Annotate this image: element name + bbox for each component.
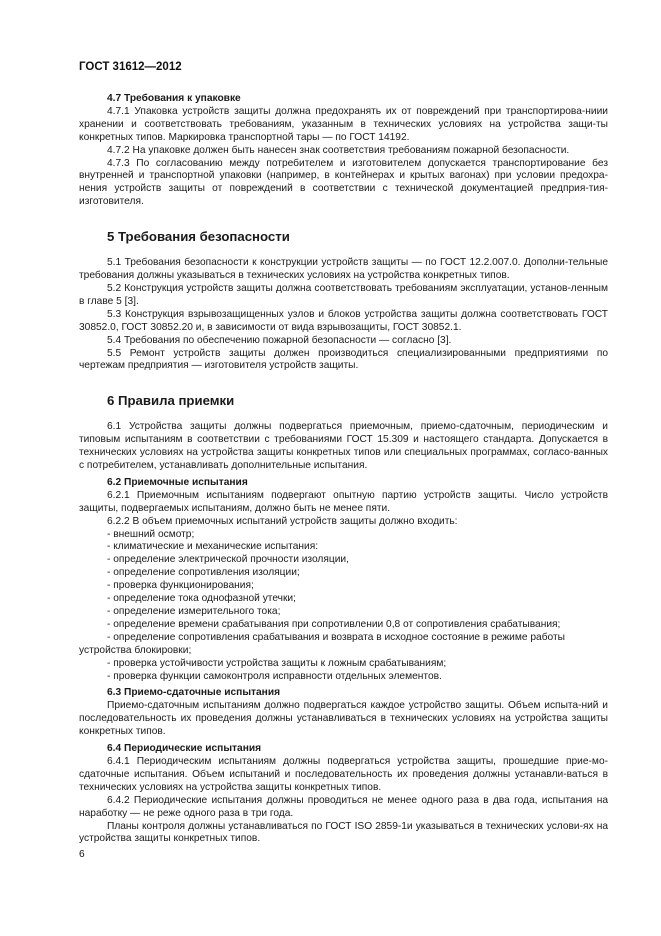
paragraph-6-4-2: 6.4.2 Периодические испытания должны проводиться не менее одного раза в два года, испытания на наработку — не реже одного раза в три года.: [79, 794, 608, 819]
test-list: [79, 529, 608, 684]
list-item: - определение тока однофазной утечки;: [107, 593, 296, 605]
paragraph-4-7-1: 4.7.1 Упаковка устройств защиты должна предохранять их от повреждений при транспортирова-ниии хранении и соответствовать требованиям, указанным в технических условиях на устройства защи-ты конкретных типов. Маркировка транспортной тары — по ГОСТ 14192.: [79, 105, 608, 143]
page-number: 6: [79, 849, 85, 860]
heading-6-2: 6.2 Приемочные испытания: [107, 476, 248, 488]
paragraph-4-7-2: 4.7.2 На упаковке должен быть нанесен знак соответствия требованиям пожарной безопасности.: [107, 144, 570, 156]
paragraph-5-5: 5.5 Ремонт устройств защиты должен производиться специализированными предприятиями по чертежам предприятия — изготовителя устройств защиты.: [79, 347, 608, 372]
heading-6-3: 6.3 Приемо-сдаточные испытания: [107, 687, 281, 699]
list-item: - определение сопротивления изоляции;: [107, 567, 300, 579]
paragraph-6-1: 6.1 Устройства защиты должны подвергаться приемочным, приемо-сдаточным, периодическим и типовым испытаниям в соответствии с требованиями ГОСТ 15.309 и настоящего стандарта. Допускается в технических условиях на устройства защиты конкретных типов или специальных программах, согласо-ванных с потребителем, устанавливать дополнительные испытания.: [79, 421, 608, 472]
paragraph-4-7-3: 4.7.3 По согласованию между потребителем и изготовителем допускается транспортирование без внутренней и транспортной упаковки (например, в контейнерах и крытых вагонах) при условии предохра-нения устройств защиты от повреждений в соответствии с технической документацией предприя-тия-изготовителя.: [79, 157, 608, 208]
document-body: [79, 93, 608, 846]
list-item: - определение измерительного тока;: [107, 606, 281, 617]
list-item: - проверка функции самоконтроля исправности отдельных элементов.: [107, 670, 442, 682]
section-5-title: 5 Требования безопасности: [107, 229, 290, 245]
list-item: - проверка функционирования;: [107, 580, 254, 592]
paragraph-5-1: 5.1 Требования безопасности к конструкции устройств защиты — по ГОСТ 12.2.007.0. Дополни-тельные требования должны указываться в технических условиях на устройства конкретных типов.: [79, 257, 608, 282]
paragraph-6-4-1: 6.4.1 Периодическим испытаниям должны подвергаться устройства защиты, прошедшие прие-мо-сдаточные испытания. Объем испытаний и последовательность их проведения должны устанавли-ваться в технических условиях на устройства защиты конкретных типов.: [79, 755, 608, 793]
page-header-standard-number: ГОСТ 31612—2012: [79, 61, 182, 73]
paragraph-6-3: Приемо-сдаточным испытаниям должно подвергаться каждое устройство защиты. Объем испыта-ний и последовательность их проведения должны устанавливаться в технических условиях на устройства защиты конкретных типов.: [79, 700, 608, 738]
heading-4-7: 4.7 Требования к упаковке: [107, 93, 241, 104]
paragraph-5-4: 5.4 Требования по обеспечению пожарной безопасности — согласно [3].: [107, 334, 452, 346]
list-item-continuation: устройства блокировки;: [79, 644, 192, 656]
list-item: - проверка устойчивости устройства защиты к ложным срабатываниям;: [107, 657, 447, 669]
paragraph-6-4-3: Планы контроля должны устанавливаться по ГОСТ ISO 2859-1и указываться в технических услови-ях на устройства защиты конкретных типов.: [79, 820, 608, 845]
list-item: - определение сопротивления срабатывания и возврата в исходное состояние в режиме работы: [107, 631, 565, 643]
section-6-title: 6 Правила приемки: [107, 393, 235, 409]
list-item: - внешний осмотр;: [107, 528, 195, 540]
list-item: - определение времени срабатывания при сопротивлении 0,8 от сопротивления срабатывания;: [107, 618, 561, 630]
list-item: - определение электрической прочности изоляции,: [107, 554, 349, 566]
paragraph-6-2-1: 6.2.1 Приемочным испытаниям подвергают опытную партию устройств защиты. Число устройств защиты, подвергаемых испытаниям, должно быть не менее пяти.: [79, 489, 608, 514]
heading-6-4: 6.4 Периодические испытания: [107, 743, 262, 755]
paragraph-6-2-2: 6.2.2 В объем приемочных испытаний устройств защиты должно входить:: [107, 515, 458, 527]
paragraph-5-2: 5.2 Конструкция устройств защиты должна соответствовать требованиям эксплуатации, установ-ленным в главе 5 [3].: [79, 282, 608, 307]
paragraph-5-3: 5.3 Конструкция взрывозащищенных узлов и блоков устройства защиты должна соответствовать ГОСТ 30852.0, ГОСТ 30852.20 и, в зависимости от вида взрывозащиты, ГОСТ 30852.1.: [79, 308, 608, 333]
list-item: - климатические и механические испытания:: [107, 541, 319, 553]
